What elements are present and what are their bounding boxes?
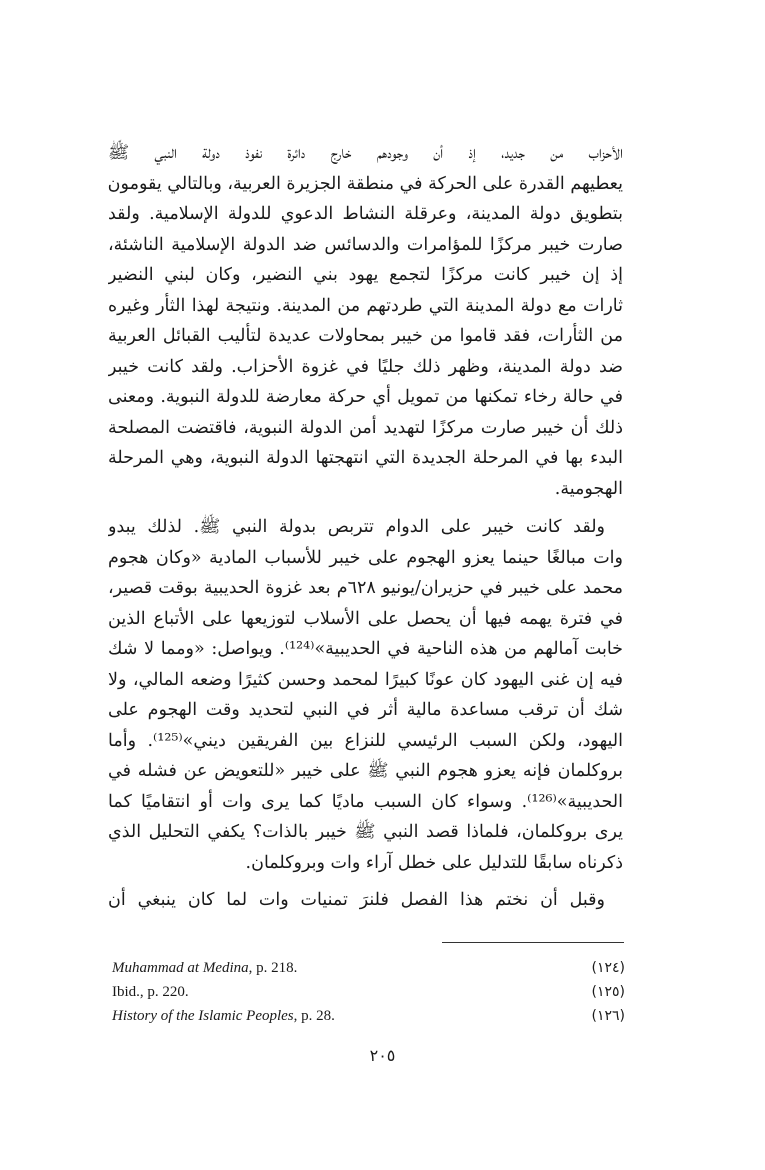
footnote-page: , p. 28. xyxy=(293,1008,335,1024)
paragraph-line: البدء بها في المرحلة الجديدة التي انتهجتها الدولة النبوية، وهي المرحلة xyxy=(108,448,623,468)
paragraph-line: وات مبالغًا حينما يعزو الهجوم على خيبر للأسباب المادية «وكان هجوم xyxy=(108,547,623,568)
paragraph-2 xyxy=(108,512,623,878)
footnote-number: (١٢٦) xyxy=(591,1008,625,1024)
paragraph-line: فيه إن غنى اليهود كان عونًا كبيرًا لمحمد وحسن كثيرًا وضعه المالي، ولا xyxy=(108,669,623,690)
paragraph-line: في حالة رخاء تمكنها من تمويل أي حركة معارضة للدولة النبوية. ومعنى xyxy=(108,387,623,407)
paragraph-line: ثارات مع دولة المدينة التي طردتهم من المدينة. ونتيجة لهذا الثأر وغيره xyxy=(108,295,623,316)
footnote-book-title: Muhammad at Medina xyxy=(112,960,249,976)
paragraph-line: يرى بروكلمان، فلماذا قصد النبي ﷺ خيبر بالذات؟ يكفي التحليل الذي xyxy=(108,822,623,842)
footnotes xyxy=(112,956,625,1028)
paragraph-line: الأحزاب من جديد، إذ أن وجودهم خارج دائرة نفوذ دولة النبي ﷺ xyxy=(108,143,623,163)
paragraph-line: ذكرناه سابقًا للتدليل على خطل آراء وات وبروكلمان. xyxy=(245,852,623,873)
paragraph-line: اليهود، ولكن السبب الرئيسي للنزاع بين الفريقين ديني»⁽¹²⁵⁾. وأما xyxy=(108,730,623,751)
paragraph-line: بتطويق دولة المدينة، وعرقلة النشاط الدعوي للدولة الإسلامية. ولقد xyxy=(108,204,623,224)
paragraph-line: خابت آمالهم من هذه الناحية في الحديبية»⁽¹²⁴⁾. ويواصل: «ومما لا شك xyxy=(108,639,623,659)
paragraph-line: ضد دولة المدينة، وظهر ذلك جليًا في غزوة الأحزاب. ولقد كانت خيبر xyxy=(108,356,623,377)
paragraph-line: في فترة يهمه فيها أن يحصل على الأسلاب لتوزيعها على الأتباع الذين xyxy=(108,608,623,629)
paragraph-line: ذلك أن خيبر صارت مركزًا لتهديد أمن الدولة النبوية، فاقتضت المصلحة xyxy=(108,417,623,438)
paragraph-line: وقبل أن نختم هذا الفصل فلنرَ تمنيات وات لما كان ينبغي أن xyxy=(108,890,605,910)
footnote-124 xyxy=(112,956,625,980)
paragraph-line: الحديبية»⁽¹²⁶⁾. وسواء كان السبب ماديًا كما يرى وات أو انتقاميًا كما xyxy=(108,791,623,812)
footnote-page: Ibid., p. 220. xyxy=(112,984,189,1000)
paragraph-line: محمد على خيبر في حزيران/يونيو ٦٢٨م بعد غزوة الحديبية بوقت قصير، xyxy=(108,578,623,598)
footnote-citation xyxy=(112,956,297,980)
footnote-number: (١٢٥) xyxy=(591,984,625,1000)
paragraph-line: من الثأرات، فقد قاموا من خيبر بمحاولات عديدة لتأليب القبائل العربية xyxy=(108,326,623,346)
footnote-page: , p. 218. xyxy=(248,960,298,976)
footnote-126 xyxy=(112,1004,625,1028)
paragraph-line: ولقد كانت خيبر على الدوام تتربص بدولة النبي ﷺ. لذلك يبدو xyxy=(108,517,605,537)
paragraph-3 xyxy=(108,885,623,916)
footnote-book-title: History of the Islamic Peoples xyxy=(112,1008,294,1024)
paragraph-line: الهجومية. xyxy=(554,478,623,499)
paragraph-line: بروكلمان فإنه يعزو هجوم النبي ﷺ على خيبر «للتعويض عن فشله في xyxy=(108,761,623,781)
footnote-citation xyxy=(112,980,189,1004)
footnote-citation xyxy=(112,1004,335,1028)
paragraph-1 xyxy=(108,138,623,504)
footnote-125 xyxy=(112,980,625,1004)
paragraph-line: صارت خيبر مركزًا للمؤامرات والدسائس ضد الدولة الإسلامية الناشئة، xyxy=(108,234,623,255)
paragraph-line: شك أن ترقب مساعدة مالية أثر في النبي لتحديد وقت الهجوم على xyxy=(108,700,623,720)
footnote-separator xyxy=(442,942,624,943)
paragraph-line: يعطيهم القدرة على الحركة في منطقة الجزيرة العربية، وبالتالي يقومون xyxy=(108,173,623,194)
footnote-number: (١٢٤) xyxy=(591,960,625,976)
page-number: ٢٠٥ xyxy=(369,1046,396,1065)
paragraph-line: إذ إن خيبر كانت مركزًا لتجمع يهود بني النضير، وكان لبني النضير xyxy=(108,265,623,285)
